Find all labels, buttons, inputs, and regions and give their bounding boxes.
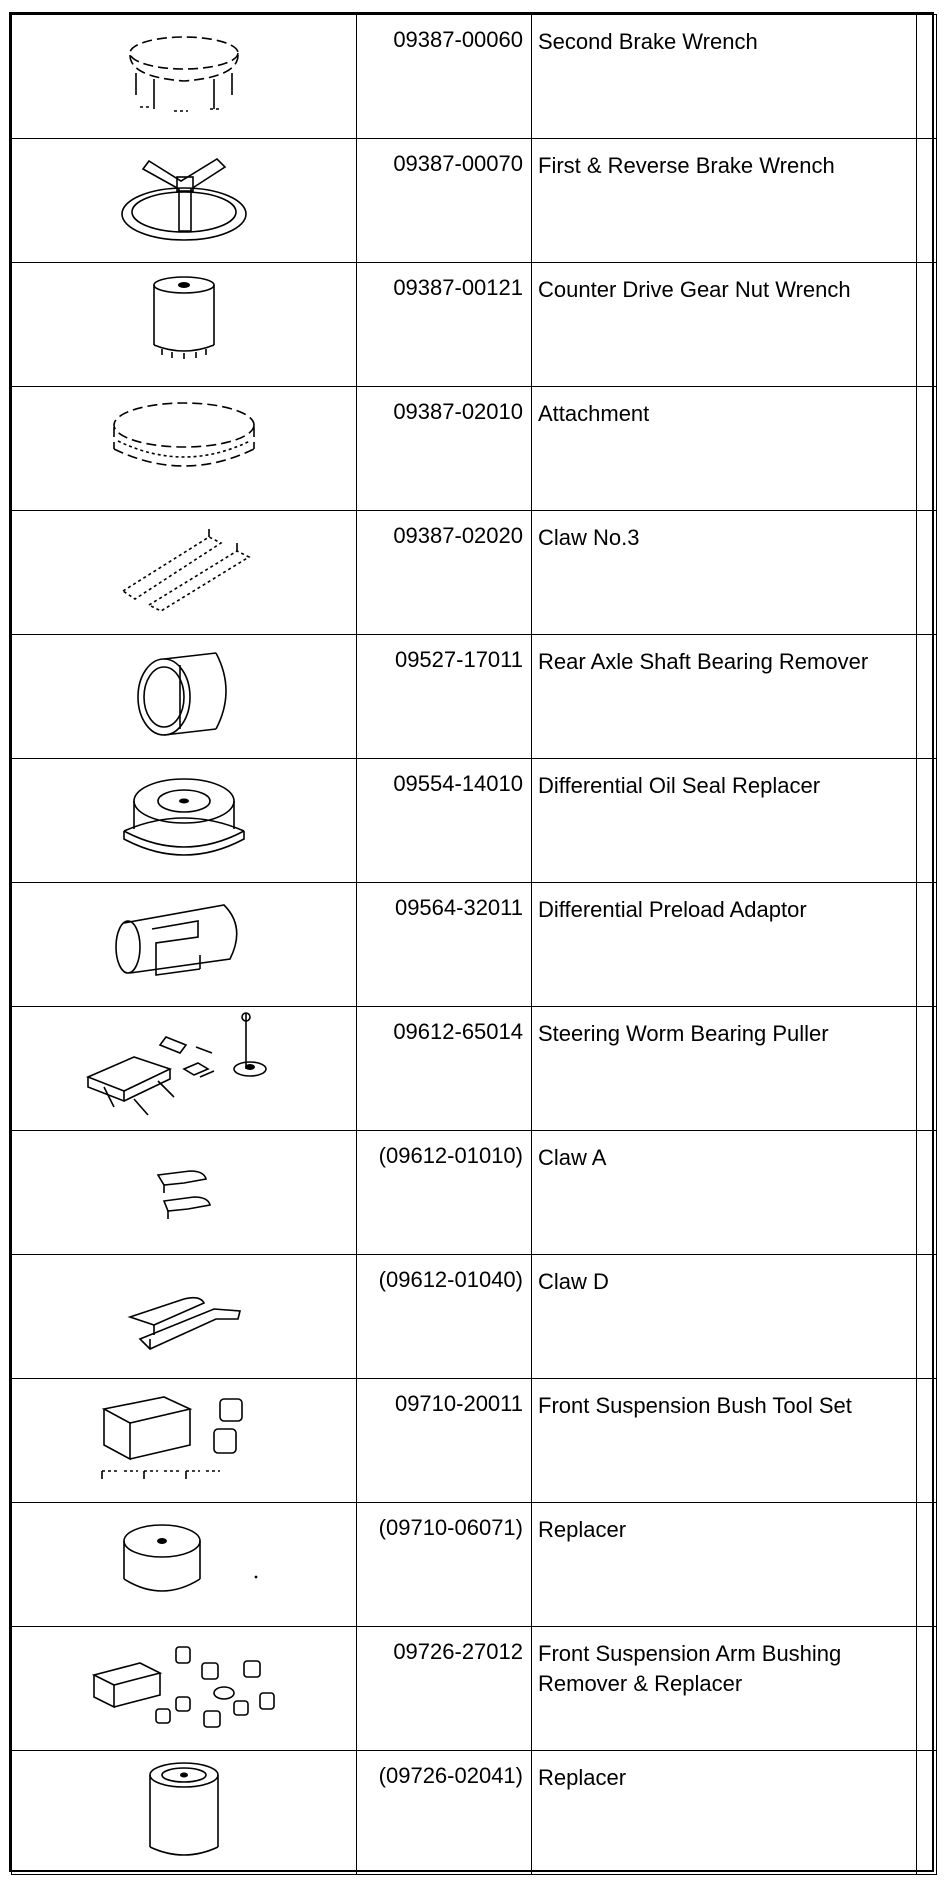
bush-tool-set-icon — [94, 1379, 274, 1494]
preload-adaptor-icon — [104, 883, 264, 993]
tool-name: Replacer — [532, 1751, 917, 1875]
blank-cell — [917, 1751, 937, 1875]
part-number: 09554-14010 — [357, 759, 532, 883]
table-row — [12, 759, 937, 883]
tool-name: Claw No.3 — [532, 511, 917, 635]
tool-name: Second Brake Wrench — [532, 15, 917, 139]
tool-name: Rear Axle Shaft Bearing Remover — [532, 635, 917, 759]
blank-cell — [917, 1007, 937, 1131]
tool-name: Differential Preload Adaptor — [532, 883, 917, 1007]
part-number: (09710-06071) — [357, 1503, 532, 1627]
table-row — [12, 263, 937, 387]
table-row — [12, 1255, 937, 1379]
nut-wrench-icon — [134, 263, 234, 363]
tool-illustration-cell — [12, 1007, 357, 1131]
bearing-remover-icon — [124, 635, 244, 745]
part-number: 09387-00121 — [357, 263, 532, 387]
blank-cell — [917, 1131, 937, 1255]
blank-cell — [917, 1503, 937, 1627]
table-row — [12, 1751, 937, 1875]
part-number: 09387-00070 — [357, 139, 532, 263]
table-row — [12, 883, 937, 1007]
tool-name: Claw A — [532, 1131, 917, 1255]
blank-cell — [917, 511, 937, 635]
part-number: 09564-32011 — [357, 883, 532, 1007]
table-row — [12, 1379, 937, 1503]
table-row — [12, 15, 937, 139]
table-row — [12, 1131, 937, 1255]
part-number: (09612-01040) — [357, 1255, 532, 1379]
tool-name: Differential Oil Seal Replacer — [532, 759, 917, 883]
tool-illustration-cell — [12, 511, 357, 635]
blank-cell — [917, 635, 937, 759]
claw-a-icon — [144, 1131, 224, 1241]
oil-seal-replacer-icon — [114, 759, 254, 869]
part-number: 09710-20011 — [357, 1379, 532, 1503]
tool-name: Front Suspension Bush Tool Set — [532, 1379, 917, 1503]
tool-illustration-cell — [12, 1627, 357, 1751]
replacer-cup-icon — [124, 1751, 244, 1866]
tool-illustration-cell — [12, 883, 357, 1007]
tool-illustration-cell — [12, 15, 357, 139]
part-number: 09726-27012 — [357, 1627, 532, 1751]
special-tools-table — [11, 14, 937, 1875]
table-row — [12, 1503, 937, 1627]
blank-cell — [917, 263, 937, 387]
table-row — [12, 139, 937, 263]
tool-illustration-cell — [12, 387, 357, 511]
part-number: 09387-02020 — [357, 511, 532, 635]
blank-cell — [917, 15, 937, 139]
table-row — [12, 511, 937, 635]
tool-list-sheet — [9, 12, 934, 1872]
blank-cell — [917, 759, 937, 883]
tool-illustration-cell — [12, 1503, 357, 1627]
tool-name: First & Reverse Brake Wrench — [532, 139, 917, 263]
tool-name: Attachment — [532, 387, 917, 511]
part-number: 09612-65014 — [357, 1007, 532, 1131]
second-brake-wrench-icon — [114, 15, 254, 125]
part-number: (09612-01010) — [357, 1131, 532, 1255]
claw-d-icon — [114, 1255, 254, 1365]
tool-illustration-cell — [12, 1751, 357, 1875]
bearing-puller-icon — [74, 1007, 294, 1122]
bushing-remover-replacer-icon — [84, 1627, 284, 1742]
part-number: (09726-02041) — [357, 1751, 532, 1875]
part-number: 09387-00060 — [357, 15, 532, 139]
part-number: 09387-02010 — [357, 387, 532, 511]
attachment-ring-icon — [104, 387, 264, 492]
table-row — [12, 635, 937, 759]
blank-cell — [917, 387, 937, 511]
tool-illustration-cell — [12, 1379, 357, 1503]
tool-name: Replacer — [532, 1503, 917, 1627]
claw-icon — [109, 511, 259, 621]
blank-cell — [917, 883, 937, 1007]
tool-illustration-cell — [12, 263, 357, 387]
blank-cell — [917, 1255, 937, 1379]
tool-illustration-cell — [12, 759, 357, 883]
tool-name: Steering Worm Bearing Puller — [532, 1007, 917, 1131]
part-number: 09527-17011 — [357, 635, 532, 759]
first-reverse-brake-wrench-icon — [109, 139, 259, 254]
blank-cell — [917, 1379, 937, 1503]
tool-illustration-cell — [12, 1131, 357, 1255]
tool-name: Front Suspension Arm Bushing Remover & Replacer — [532, 1627, 917, 1751]
tool-name: Claw D — [532, 1255, 917, 1379]
blank-cell — [917, 139, 937, 263]
tool-illustration-cell — [12, 635, 357, 759]
tool-illustration-cell — [12, 139, 357, 263]
tool-illustration-cell — [12, 1255, 357, 1379]
table-row — [12, 387, 937, 511]
blank-cell — [917, 1627, 937, 1751]
replacer-icon — [94, 1503, 274, 1613]
table-row — [12, 1007, 937, 1131]
table-row — [12, 1627, 937, 1751]
tool-name: Counter Drive Gear Nut Wrench — [532, 263, 917, 387]
